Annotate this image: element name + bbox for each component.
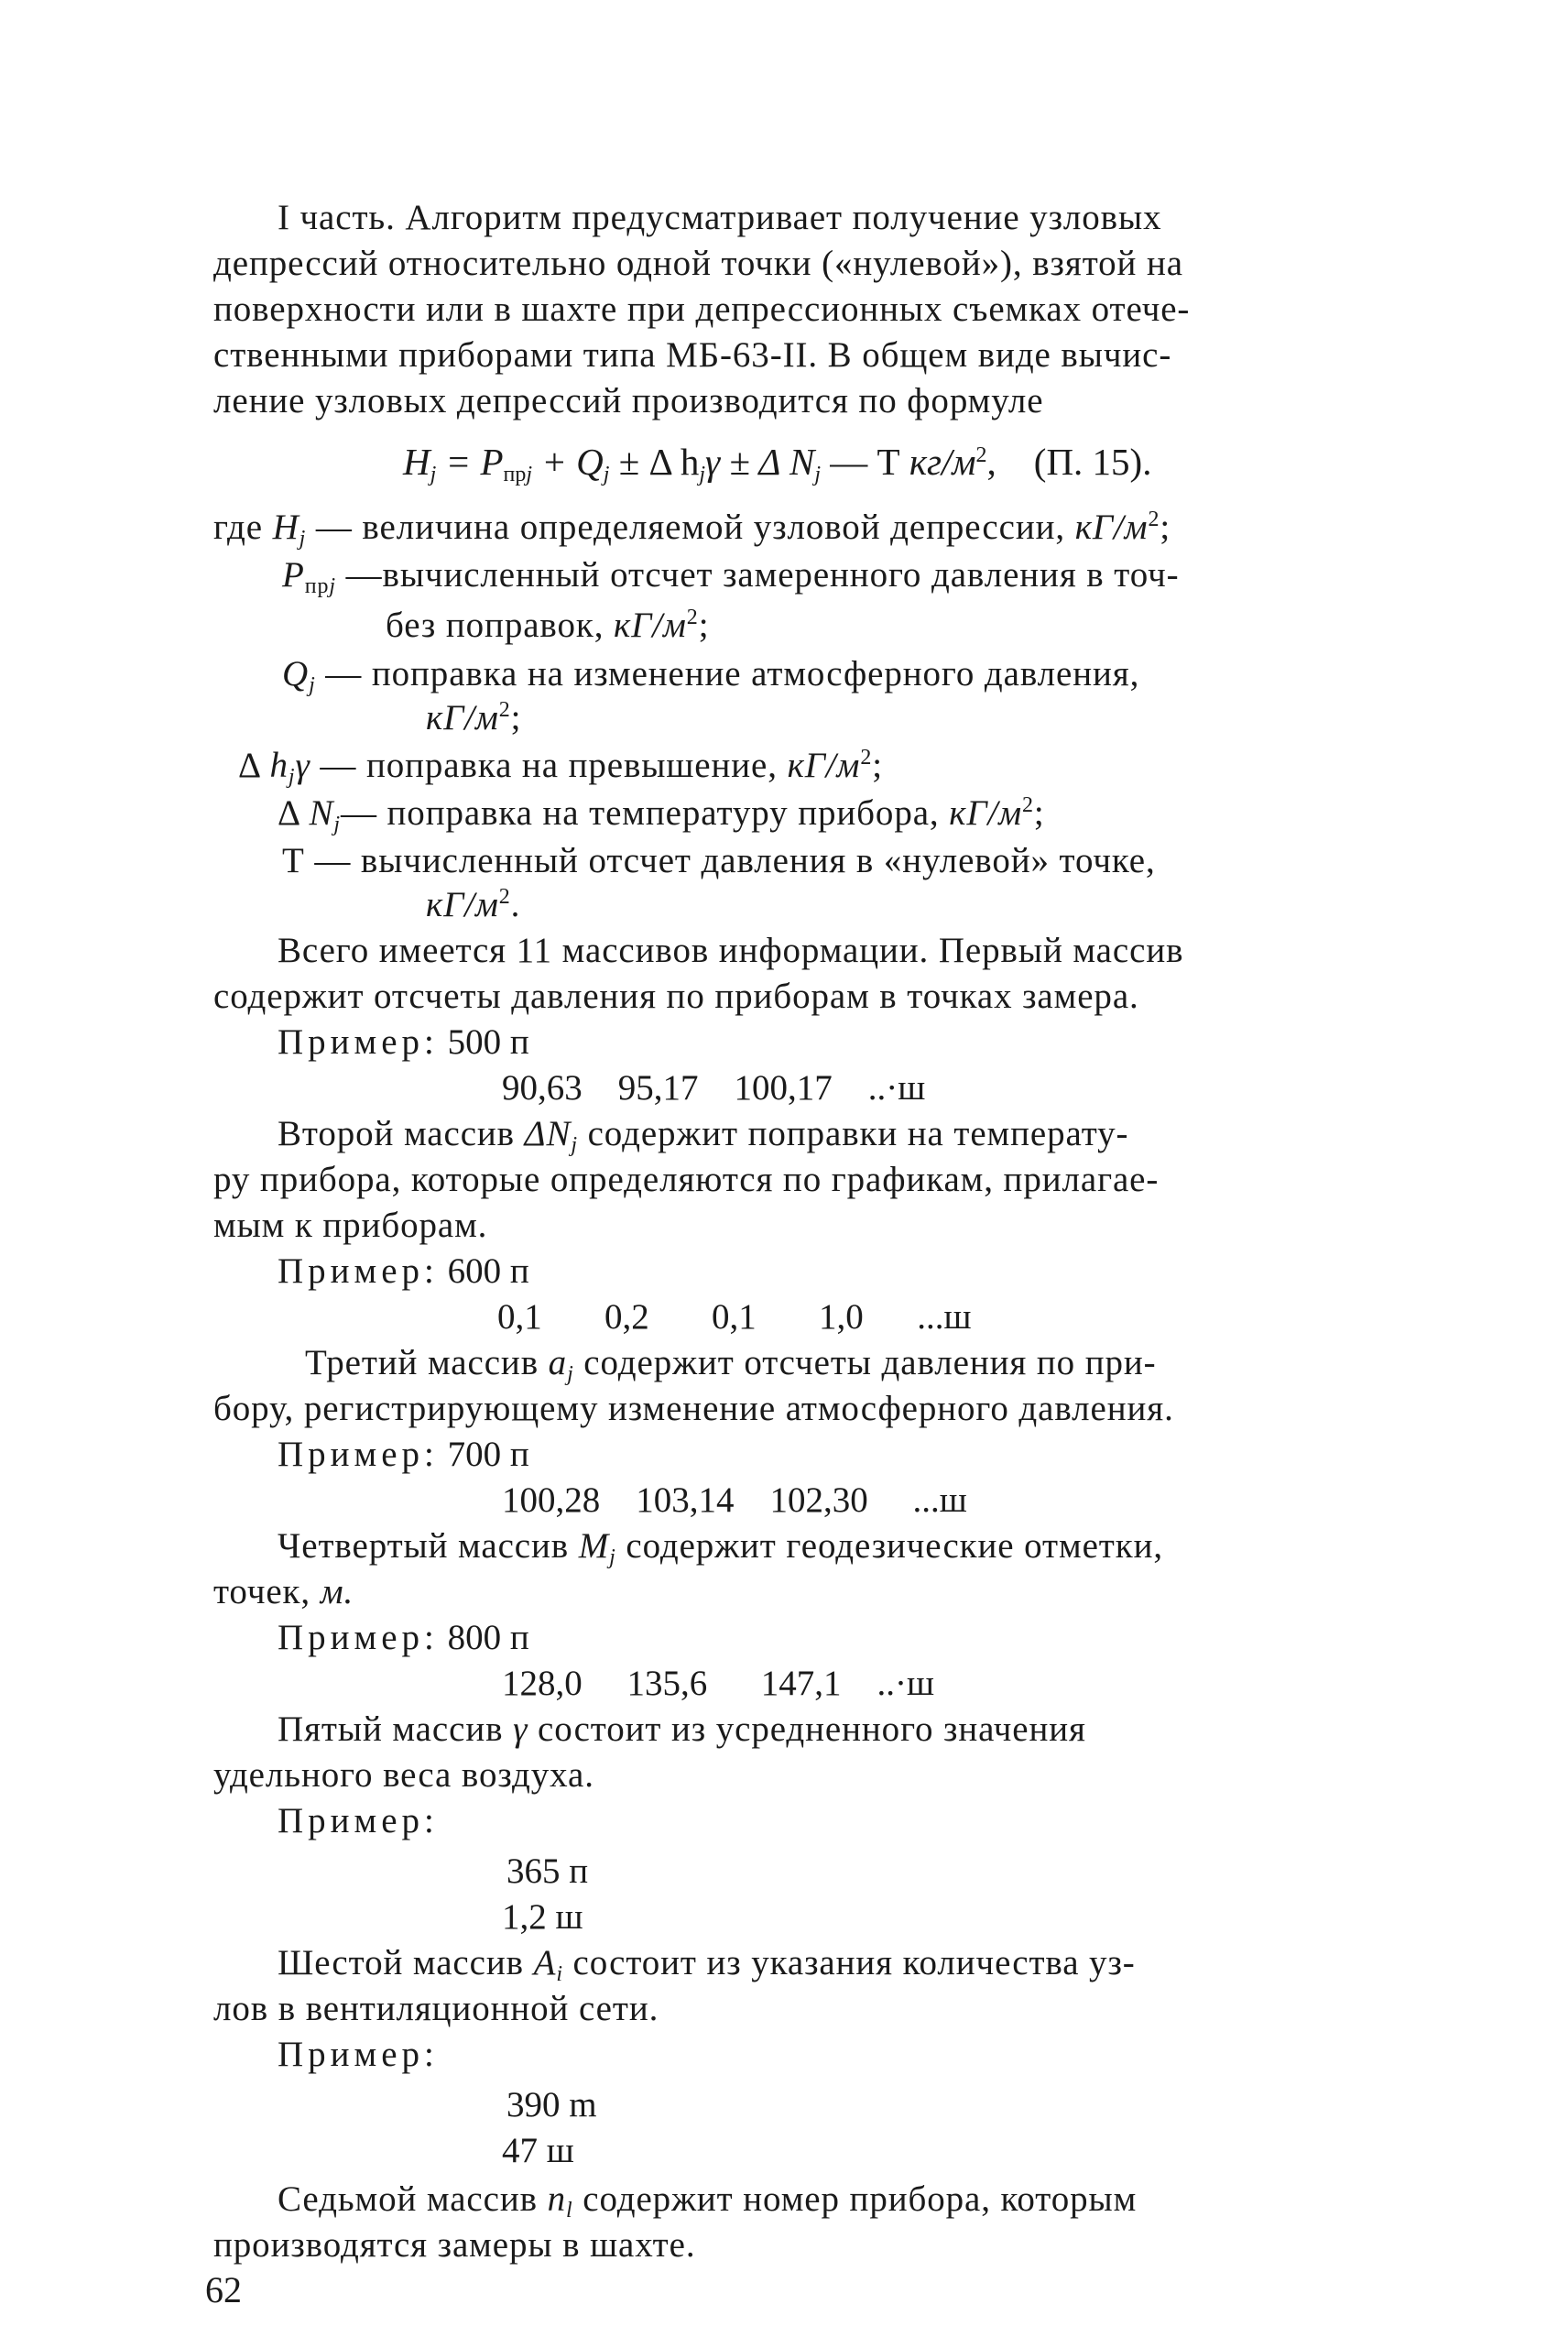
example-values: 365 п (506, 1851, 589, 1891)
example-values: 390 m (506, 2085, 597, 2124)
text-line: ственными приборами типа МБ-63-II. В общем виде вычис- (213, 335, 1172, 375)
text-line: бору, регистрирующему изменение атмосферного давления. (213, 1389, 1174, 1428)
text-line: точек, м. (213, 1572, 354, 1611)
example-values: 1,2 ш (502, 1897, 583, 1937)
example-values: 0,1 0,2 0,1 1,0 ...ш (497, 1297, 972, 1337)
example-values: 100,28 103,14 102,30 ...ш (502, 1480, 967, 1520)
text-line: содержит отсчеты давления по приборам в точках замера. (213, 977, 1139, 1016)
text-line: Четвертый массив $M_j$ содержит геодезические отметки, (278, 1526, 1163, 1569)
text-line: мым к приборам. (213, 1206, 488, 1245)
text-line: ление узловых депрессий производится по формуле (213, 381, 1044, 420)
example-label: Пример: 500 п (278, 1022, 529, 1062)
definition-Q: $Q_j$ — поправка на изменение атмосферного давления, (282, 654, 1140, 697)
text-line: ру прибора, которые определяются по графикам, прилагае- (213, 1160, 1160, 1199)
text-line: депрессий относительно одной точки («нулевой»), взятой на (213, 244, 1183, 283)
text-line: Шестой массив $A_i$ состоит из указания количества уз- (278, 1943, 1136, 1986)
definition-N: Δ $N_j—$ поправка на температуру прибора, $кГ/м^2$; (278, 793, 1045, 836)
text-line: поверхности или в шахте при депрессионных съемках отече- (213, 289, 1191, 329)
definition-P-cont: без поправок, $кГ/м^2$; (386, 606, 710, 645)
definition-Q-unit: $кГ/м^2$; (426, 698, 522, 737)
text-line: Седьмой массив $n_l$ содержит номер прибора, которым (278, 2179, 1138, 2222)
example-values: 90,63 95,17 100,17 ..·ш (502, 1068, 926, 1108)
text-line: удельного веса воздуха. (213, 1755, 594, 1795)
example-label: Пример: (278, 1801, 439, 1840)
definition-T: Т — вычисленный отсчет давления в «нулевой» точке, (282, 841, 1156, 880)
example-label: Пример: (278, 2035, 439, 2074)
definition-H: где $H_j$ — величина определяемой узловой депрессии, $кГ/м^2$; (213, 508, 1171, 551)
definition-h: Δ $h_j\gamma$ — поправка на превышение, $кГ/м^2$; (238, 746, 883, 789)
example-values: 128,0 135,6 147,1 ..·ш (502, 1664, 935, 1703)
example-label: Пример: 800 п (278, 1618, 529, 1657)
text-line: Пятый массив γ состоит из усредненного значения (278, 1709, 1086, 1749)
text-line: производятся замеры в шахте. (213, 2225, 696, 2265)
example-label: Пример: 600 п (278, 1251, 529, 1291)
text-line: Всего имеется 11 массивов информации. Первый массив (278, 931, 1184, 970)
definition-T-unit: $кГ/м^2$. (426, 885, 521, 924)
example-label: Пример: 700 п (278, 1435, 529, 1474)
text-line: Второй массив $\Delta N_j$ содержит поправки на температу- (278, 1114, 1129, 1157)
definition-P: $P_{прj}$ —вычисленный отсчет замеренного давления в точ- (282, 555, 1180, 598)
example-values: 47 ш (502, 2131, 574, 2170)
text-line: Третий массив $a_j$ содержит отсчеты давления по при- (305, 1343, 1157, 1386)
text-line: лов в вентиляционной сети. (213, 1989, 659, 2028)
formula-p15: $H_j = P_{прj} + Q_j \pm \Delta$ $h_j\gamma \pm \Delta$ $N_j$ — Т $кг/м^2$, (П. 15). (403, 441, 1152, 486)
text-line: I часть. Алгоритм предусматривает получение узловых (278, 198, 1162, 237)
page-number: 62 (205, 2269, 242, 2310)
